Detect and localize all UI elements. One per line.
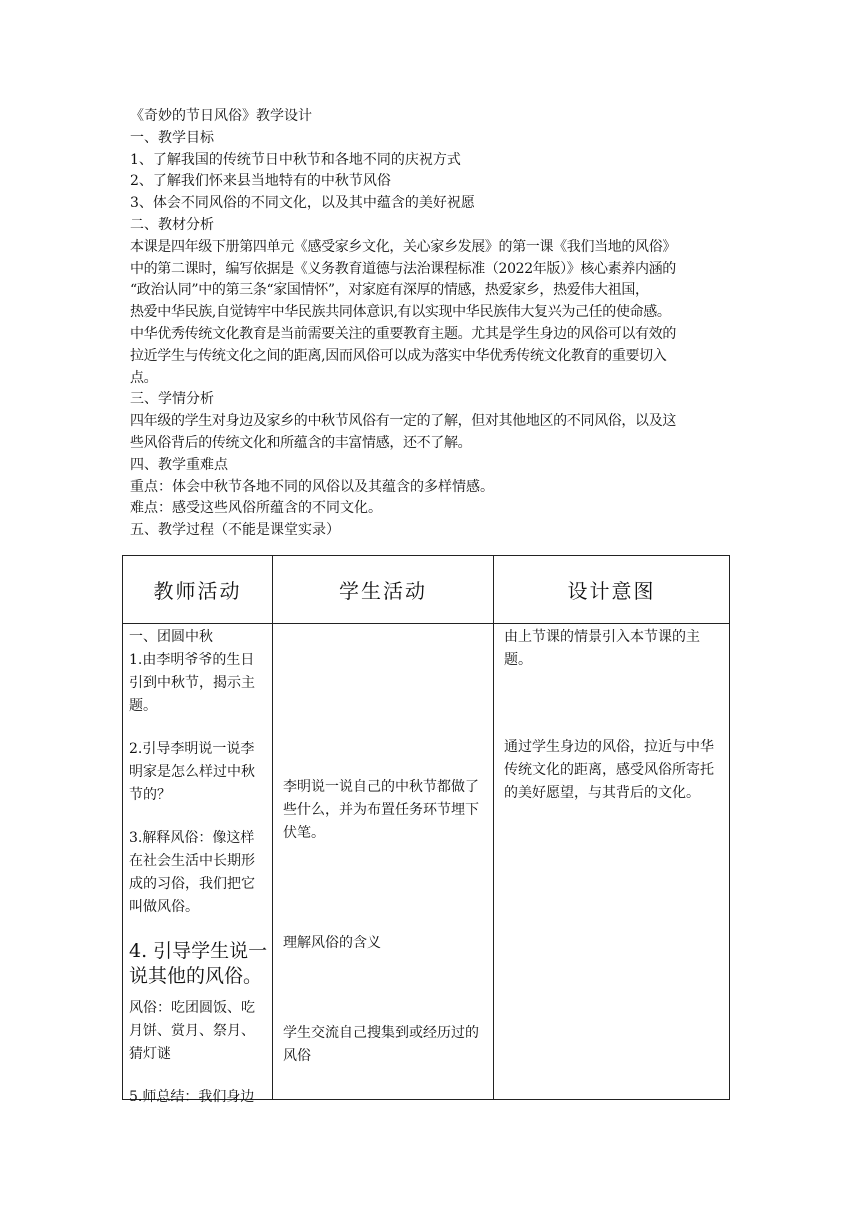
teaching-process-table xyxy=(122,555,730,1105)
section-heading-students: 三、学情分析 xyxy=(130,391,214,408)
material-line: 中的第二课时，编写依据是《义务教育道德与法治课程标准（2022年版）》核心素养内涵的 xyxy=(130,260,676,277)
header-teacher-activity: 教师活动 xyxy=(123,556,273,624)
key-point: 重点：体会中秋节各地不同的风俗以及其蕴含的多样情感。 xyxy=(130,478,494,495)
material-line: 热爱中华民族,自觉铸牢中华民族共同体意识,有以实现中华民族伟大复兴为己任的使命感。 xyxy=(130,304,671,321)
students-line: 四年级的学生对身边及家乡的中秋节风俗有一定的了解，但对其他地区的不同风俗，以及这 xyxy=(130,413,676,430)
teacher-customs: 风俗：吃团圆饭、吃月饼、赏月、祭月、猜灯谜 xyxy=(129,1000,255,1062)
table-header-row xyxy=(123,556,730,624)
section-heading-material: 二、教材分析 xyxy=(130,216,214,233)
student-activity: 理解风俗的含义 xyxy=(283,935,381,951)
intent-item: 通过学生身边的风俗，拉近与中华传统文化的距离，感受风俗所寄托的美好愿望，与其背后的文化。 xyxy=(504,739,714,801)
student-activity-cell xyxy=(273,624,494,1100)
material-line: 本课是四年级下册第四单元《感受家乡文化，关心家乡发展》的第一课《我们当地的风俗》 xyxy=(130,238,676,255)
section-heading-goals: 一、教学目标 xyxy=(130,129,214,146)
material-line: “政治认同”中的第三条“家国情怀”，对家庭有深厚的情感，热爱家乡，热爱伟大祖国， xyxy=(130,282,649,299)
goal-item: 3、体会不同风俗的不同文化，以及其中蕴含的美好祝愿 xyxy=(130,195,475,212)
intent-item: 由上节课的情景引入本节课的主题。 xyxy=(504,629,700,668)
material-line: 中华优秀传统文化教育是当前需要关注的重要教育主题。尤其是学生身边的风俗可以有效的 xyxy=(130,325,676,342)
header-design-intent: 设计意图 xyxy=(494,556,730,624)
document-body xyxy=(130,106,730,542)
goal-item: 1、了解我国的传统节日中秋节和各地不同的庆祝方式 xyxy=(130,151,461,168)
material-line: 点。 xyxy=(130,369,158,386)
table-row xyxy=(123,624,730,1100)
student-activity: 学生交流自己搜集到或经历过的风俗 xyxy=(283,1025,479,1064)
goal-item: 2、了解我们怀来县当地特有的中秋节风俗 xyxy=(130,173,391,190)
teacher-section-title: 一、团圆中秋 xyxy=(129,629,213,645)
header-student-activity: 学生活动 xyxy=(273,556,494,624)
teacher-step: 5.师总结：我们身边 xyxy=(129,1089,255,1105)
design-intent-cell xyxy=(494,624,730,1100)
section-heading-process: 五、教学过程（不能是课堂实录） xyxy=(130,522,340,539)
teacher-activity-cell xyxy=(123,624,273,1105)
student-activity: 李明说一说自己的中秋节都做了些什么，并为布置任务环节埋下伏笔。 xyxy=(283,779,479,841)
teacher-step: 1.由李明爷爷的生日引到中秋节，揭示主题。 xyxy=(129,652,255,714)
teacher-step: 2.引导李明说一说李明家是怎么样过中秋节的？ xyxy=(129,741,255,803)
difficult-point: 难点：感受这些风俗所蕴含的不同文化。 xyxy=(130,500,382,517)
section-heading-keypoints: 四、教学重难点 xyxy=(130,456,228,473)
students-line: 些风俗背后的传统文化和所蕴含的丰富情感，还不了解。 xyxy=(130,434,472,451)
document-title: 《奇妙的节日风俗》教学设计 xyxy=(130,108,312,124)
teacher-step: 3.解释风俗：像这样在社会生活中长期形成的习俗，我们把它叫做风俗。 xyxy=(129,830,255,915)
material-line: 拉近学生与传统文化之间的距离,因而风俗可以成为落实中华优秀传统文化教育的重要切入 xyxy=(130,347,667,364)
teacher-step-large: 4. 引导学生说一说其他的风俗。 xyxy=(129,940,268,987)
